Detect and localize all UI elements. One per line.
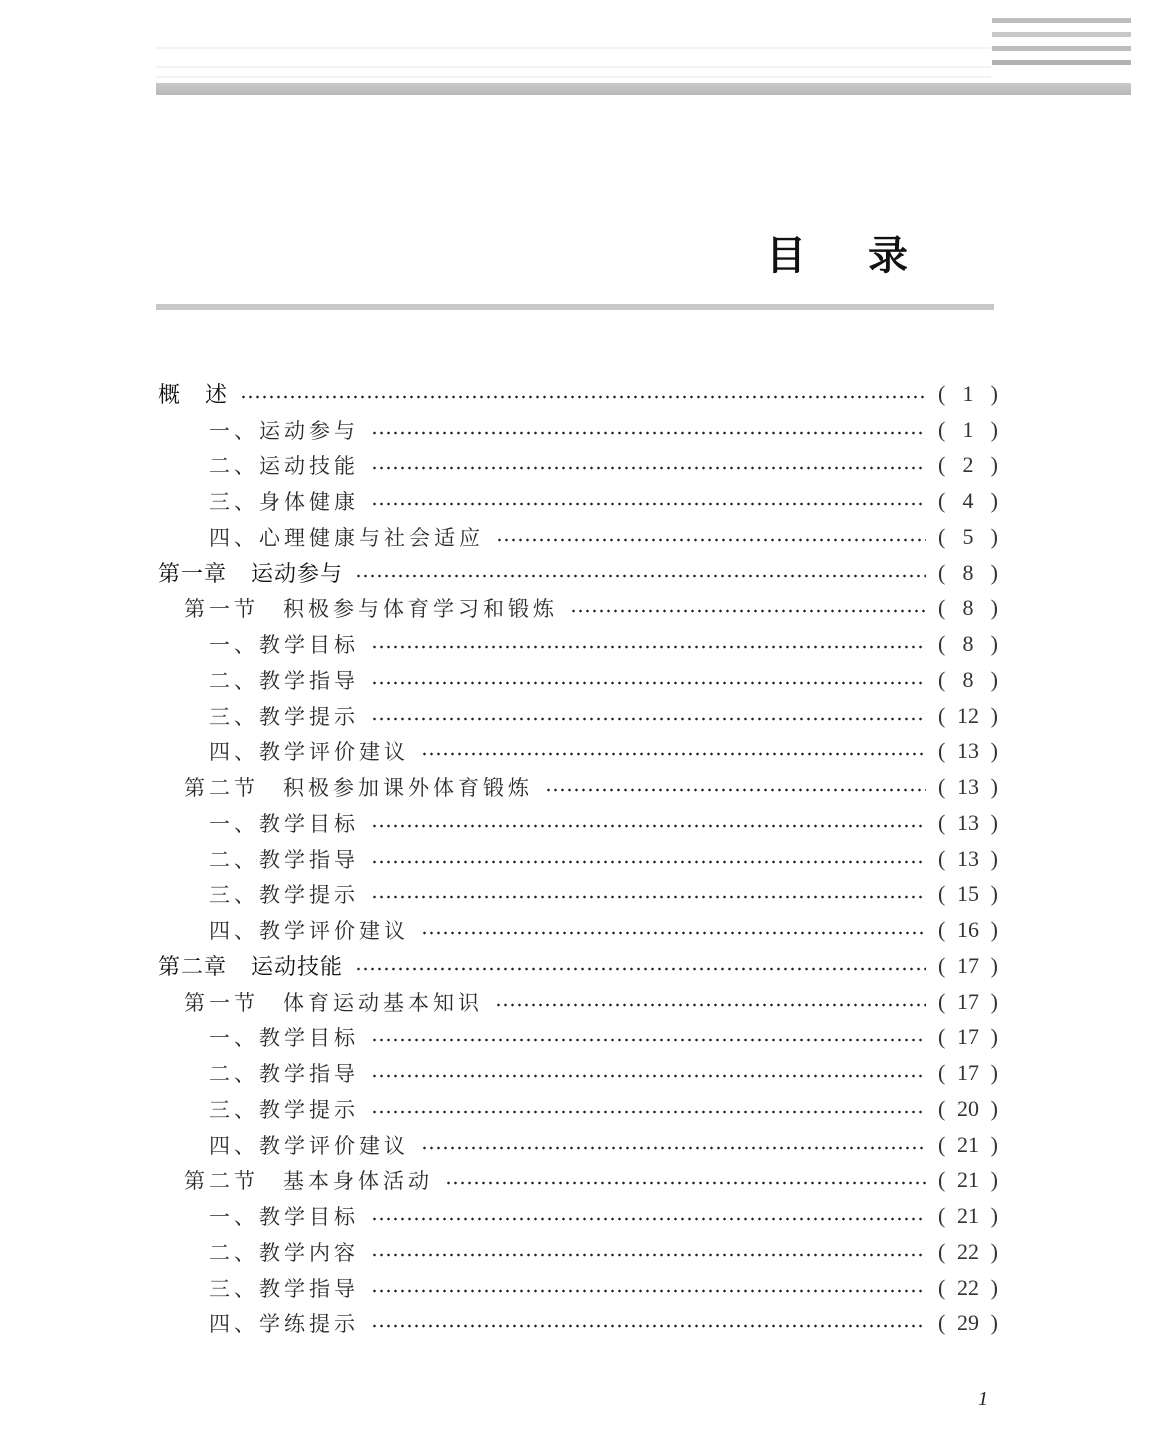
close-paren: ) xyxy=(990,523,998,549)
toc-page-ref[interactable] xyxy=(938,846,998,872)
open-paren: ( xyxy=(938,559,946,585)
dot-leader xyxy=(371,823,926,829)
toc-entry-label xyxy=(158,557,343,588)
dot-leader xyxy=(421,751,926,757)
toc-page-ref[interactable] xyxy=(938,631,998,657)
close-paren: ) xyxy=(990,1203,998,1229)
toc-page-number: 1 xyxy=(962,380,974,406)
toc-page-ref[interactable] xyxy=(938,667,998,693)
toc-page-ref[interactable] xyxy=(938,810,998,836)
close-paren: ) xyxy=(990,1060,998,1086)
dot-leader xyxy=(371,1288,926,1294)
toc-page-number: 13 xyxy=(957,738,979,764)
dot-leader xyxy=(240,394,926,400)
dot-leader xyxy=(371,1073,926,1079)
toc-entry-title: 教学指导 xyxy=(259,1062,359,1087)
header-faint-line xyxy=(156,47,991,49)
toc-chapter-entry[interactable] xyxy=(156,555,998,591)
toc-section-entry[interactable] xyxy=(156,769,998,805)
toc-page-number: 8 xyxy=(962,631,974,657)
header-stripes xyxy=(992,18,1131,74)
open-paren: ( xyxy=(938,523,946,549)
toc-entry-prefix: 一、 xyxy=(209,811,259,836)
dot-leader xyxy=(371,1252,926,1258)
toc-subsection-entry[interactable] xyxy=(156,698,998,734)
toc-page-ref[interactable] xyxy=(938,1132,998,1158)
close-paren: ) xyxy=(990,1167,998,1193)
title-char-2: 录 xyxy=(868,232,908,279)
close-paren: ) xyxy=(990,1024,998,1050)
toc-entry-title: 运动技能 xyxy=(259,454,359,479)
toc-page-ref[interactable] xyxy=(938,488,998,514)
toc-entry-title: 积极参与体育学习和锻炼 xyxy=(283,597,558,622)
toc-entry-prefix: 第二节 xyxy=(184,776,259,801)
title-rule xyxy=(156,304,994,310)
dot-leader xyxy=(371,1323,926,1329)
toc-subsection-entry[interactable] xyxy=(156,1055,998,1091)
toc-entry-title: 教学目标 xyxy=(259,1205,359,1230)
toc-page-number: 8 xyxy=(962,559,974,585)
close-paren: ) xyxy=(990,488,998,514)
toc-entry-prefix: 四、 xyxy=(209,919,259,944)
close-paren: ) xyxy=(990,1095,998,1121)
toc-entry-title: 教学提示 xyxy=(259,704,359,729)
toc-entry-label xyxy=(209,1058,359,1088)
open-paren: ( xyxy=(938,595,946,621)
toc-entry-title: 教学评价建议 xyxy=(259,919,409,944)
toc-entry-title: 身体健康 xyxy=(259,490,359,515)
open-paren: ( xyxy=(938,1274,946,1300)
toc-entry-label xyxy=(158,378,228,409)
toc-entry-label xyxy=(209,844,359,874)
open-paren: ( xyxy=(938,452,946,478)
toc-page-ref[interactable] xyxy=(938,1024,998,1050)
close-paren: ) xyxy=(990,809,998,835)
dot-leader xyxy=(545,787,926,793)
toc-entry-prefix: 四、 xyxy=(209,1312,259,1337)
dot-leader xyxy=(495,1002,926,1008)
close-paren: ) xyxy=(990,1274,998,1300)
toc-page-ref[interactable] xyxy=(938,738,998,764)
toc-entry-prefix: 四、 xyxy=(209,1133,259,1158)
open-paren: ( xyxy=(938,1024,946,1050)
toc-page-number: 22 xyxy=(957,1238,979,1264)
toc-subsection-entry[interactable] xyxy=(156,1198,998,1234)
toc-page-number: 8 xyxy=(962,666,974,692)
dot-leader xyxy=(570,608,926,614)
toc-entry-title: 教学提示 xyxy=(259,883,359,908)
toc-entry-prefix: 一、 xyxy=(209,1026,259,1051)
close-paren: ) xyxy=(990,1310,998,1336)
toc-entry-title: 运动技能 xyxy=(251,955,344,981)
dot-leader xyxy=(371,1109,926,1115)
dot-leader xyxy=(355,573,926,579)
open-paren: ( xyxy=(938,809,946,835)
toc-subsection-entry[interactable] xyxy=(156,1091,998,1127)
toc-page-number: 2 xyxy=(962,452,974,478)
toc-entry-prefix: 一、 xyxy=(209,1205,259,1230)
toc-page-number: 4 xyxy=(962,488,974,514)
toc-page-ref[interactable] xyxy=(938,452,998,478)
close-paren: ) xyxy=(990,380,998,406)
toc-entry-label xyxy=(209,486,359,516)
toc-entry-prefix: 概 xyxy=(158,383,182,409)
dot-leader xyxy=(371,859,926,865)
toc-chapter-entry[interactable] xyxy=(156,948,998,984)
close-paren: ) xyxy=(990,1238,998,1264)
toc-entry-prefix: 第一节 xyxy=(184,597,259,622)
toc-entry-label xyxy=(209,1094,359,1124)
page-title xyxy=(766,228,908,284)
toc-page-number: 17 xyxy=(957,1024,979,1050)
toc-entry-title: 教学目标 xyxy=(259,633,359,658)
toc-entry-label xyxy=(209,808,359,838)
close-paren: ) xyxy=(990,774,998,800)
toc-entry-title: 教学提示 xyxy=(259,1097,359,1122)
close-paren: ) xyxy=(990,631,998,657)
toc-entry-label xyxy=(209,736,409,766)
toc-entry-label xyxy=(209,415,359,445)
toc-page-number: 5 xyxy=(962,523,974,549)
toc-entry-label xyxy=(209,1273,359,1303)
dot-leader xyxy=(421,930,926,936)
toc-page-number: 17 xyxy=(957,1060,979,1086)
toc-entry-prefix: 三、 xyxy=(209,1276,259,1301)
open-paren: ( xyxy=(938,917,946,943)
toc-entry-title: 教学评价建议 xyxy=(259,1133,409,1158)
toc-page-number: 1 xyxy=(962,416,974,442)
dot-leader xyxy=(371,430,926,436)
toc-entry-label xyxy=(158,950,343,981)
close-paren: ) xyxy=(990,988,998,1014)
toc-page-ref[interactable] xyxy=(938,381,998,407)
dot-leader xyxy=(371,894,926,900)
open-paren: ( xyxy=(938,1095,946,1121)
toc-subsection-entry[interactable] xyxy=(156,483,998,519)
toc-page-number: 15 xyxy=(957,881,979,907)
dot-leader xyxy=(371,1216,926,1222)
toc-entry-label xyxy=(209,450,359,480)
close-paren: ) xyxy=(990,881,998,907)
open-paren: ( xyxy=(938,738,946,764)
dot-leader xyxy=(371,644,926,650)
toc-entry-title: 教学目标 xyxy=(259,1026,359,1051)
toc-entry-title: 教学目标 xyxy=(259,811,359,836)
toc-entry-label xyxy=(184,593,558,623)
dot-leader xyxy=(421,1145,926,1151)
toc-subsection-entry[interactable] xyxy=(156,448,998,484)
open-paren: ( xyxy=(938,1167,946,1193)
toc-entry-title: 述 xyxy=(205,383,229,409)
toc-page-number: 20 xyxy=(957,1095,979,1121)
page-number: 1 xyxy=(978,1388,988,1410)
toc-page-ref[interactable] xyxy=(938,917,998,943)
toc-entry-label xyxy=(184,987,483,1017)
toc-page-ref[interactable] xyxy=(938,1310,998,1336)
toc-entry-prefix: 第二章 xyxy=(158,955,228,981)
toc-page-ref[interactable] xyxy=(938,881,998,907)
toc-page-ref[interactable] xyxy=(938,417,998,443)
dot-leader xyxy=(371,1037,926,1043)
toc-subsection-entry[interactable] xyxy=(156,1234,998,1270)
toc-subsection-entry[interactable] xyxy=(156,877,998,913)
toc-page-number: 17 xyxy=(957,952,979,978)
header-faint-line xyxy=(156,66,991,68)
toc-entry-label xyxy=(209,879,359,909)
open-paren: ( xyxy=(938,702,946,728)
close-paren: ) xyxy=(990,845,998,871)
toc-entry-title: 基本身体活动 xyxy=(283,1169,433,1194)
toc-entry-prefix: 第一章 xyxy=(158,562,228,588)
toc-subsection-entry[interactable] xyxy=(156,1127,998,1163)
close-paren: ) xyxy=(990,416,998,442)
toc-page-number: 17 xyxy=(957,988,979,1014)
toc-entry-prefix: 二、 xyxy=(209,847,259,872)
dot-leader xyxy=(371,680,926,686)
open-paren: ( xyxy=(938,488,946,514)
toc-entry-prefix: 三、 xyxy=(209,1097,259,1122)
toc-subsection-entry[interactable] xyxy=(156,519,998,555)
header-faint-line xyxy=(156,76,991,78)
toc-subsection-entry[interactable] xyxy=(156,1270,998,1306)
toc-page-number: 21 xyxy=(957,1131,979,1157)
toc-entry-label xyxy=(184,1165,433,1195)
dot-leader xyxy=(371,465,926,471)
toc-section-entry[interactable] xyxy=(156,984,998,1020)
close-paren: ) xyxy=(990,738,998,764)
open-paren: ( xyxy=(938,1310,946,1336)
toc-entry-label xyxy=(209,701,359,731)
toc-page-number: 8 xyxy=(962,595,974,621)
close-paren: ) xyxy=(990,559,998,585)
dot-leader xyxy=(371,501,926,507)
toc-page-ref[interactable] xyxy=(938,595,998,621)
open-paren: ( xyxy=(938,1238,946,1264)
toc-entry-prefix: 一、 xyxy=(209,418,259,443)
toc-page-ref[interactable] xyxy=(938,1060,998,1086)
toc-subsection-entry[interactable] xyxy=(156,1020,998,1056)
open-paren: ( xyxy=(938,881,946,907)
toc-entry-title: 教学指导 xyxy=(259,847,359,872)
close-paren: ) xyxy=(990,952,998,978)
toc-entry-prefix: 第二节 xyxy=(184,1169,259,1194)
toc-entry-title: 教学指导 xyxy=(259,668,359,693)
toc-entry-label xyxy=(209,1022,359,1052)
toc-subsection-entry[interactable] xyxy=(156,1306,998,1342)
open-paren: ( xyxy=(938,1203,946,1229)
toc-page-number: 13 xyxy=(957,845,979,871)
toc-entry-title: 教学指导 xyxy=(259,1276,359,1301)
toc-entry-prefix: 四、 xyxy=(209,525,259,550)
toc-page-number: 21 xyxy=(957,1203,979,1229)
dot-leader xyxy=(355,966,926,972)
toc-page-ref[interactable] xyxy=(938,1096,998,1122)
toc-page-number: 22 xyxy=(957,1274,979,1300)
toc-section-entry[interactable] xyxy=(156,591,998,627)
toc-subsection-entry[interactable] xyxy=(156,412,998,448)
dot-leader xyxy=(371,716,926,722)
header-rule xyxy=(156,83,1131,95)
open-paren: ( xyxy=(938,1131,946,1157)
open-paren: ( xyxy=(938,845,946,871)
dot-leader xyxy=(496,537,926,543)
open-paren: ( xyxy=(938,774,946,800)
toc-entry-title: 体育运动基本知识 xyxy=(283,990,483,1015)
toc-entry-label xyxy=(209,665,359,695)
toc-page-ref[interactable] xyxy=(938,1275,998,1301)
toc-page-number: 12 xyxy=(957,702,979,728)
toc-subsection-entry[interactable] xyxy=(156,841,998,877)
open-paren: ( xyxy=(938,988,946,1014)
toc-page-number: 21 xyxy=(957,1167,979,1193)
toc-page-ref[interactable] xyxy=(938,524,998,550)
toc-entry-label xyxy=(209,1201,359,1231)
toc-entry-prefix: 三、 xyxy=(209,704,259,729)
toc-entry-prefix: 二、 xyxy=(209,1062,259,1087)
toc-entry-label xyxy=(209,1308,359,1338)
toc-subsection-entry[interactable] xyxy=(156,734,998,770)
toc-page-ref[interactable] xyxy=(938,953,998,979)
toc-entry-label xyxy=(209,629,359,659)
close-paren: ) xyxy=(990,917,998,943)
toc-entry-title: 学练提示 xyxy=(259,1312,359,1337)
toc-page-number: 16 xyxy=(957,917,979,943)
toc-subsection-entry[interactable] xyxy=(156,912,998,948)
open-paren: ( xyxy=(938,631,946,657)
toc-entry-label xyxy=(209,915,409,945)
toc-page-number: 13 xyxy=(957,774,979,800)
toc-entry-prefix: 第一节 xyxy=(184,990,259,1015)
toc-entry-label xyxy=(209,522,484,552)
toc-subsection-entry[interactable] xyxy=(156,805,998,841)
toc-page-ref[interactable] xyxy=(938,774,998,800)
toc-section-entry[interactable] xyxy=(156,1163,998,1199)
close-paren: ) xyxy=(990,666,998,692)
table-of-contents xyxy=(156,376,998,1341)
open-paren: ( xyxy=(938,380,946,406)
toc-page-ref[interactable] xyxy=(938,1167,998,1193)
dot-leader xyxy=(445,1180,926,1186)
toc-entry-prefix: 一、 xyxy=(209,633,259,658)
close-paren: ) xyxy=(990,452,998,478)
toc-entry-title: 运动参与 xyxy=(251,562,344,588)
toc-entry-prefix: 二、 xyxy=(209,1240,259,1265)
close-paren: ) xyxy=(990,702,998,728)
toc-entry-title: 心理健康与社会适应 xyxy=(259,525,484,550)
close-paren: ) xyxy=(990,1131,998,1157)
toc-entry-label xyxy=(209,1130,409,1160)
open-paren: ( xyxy=(938,416,946,442)
toc-entry-prefix: 四、 xyxy=(209,740,259,765)
toc-subsection-entry[interactable] xyxy=(156,626,998,662)
toc-page-ref[interactable] xyxy=(938,989,998,1015)
toc-page-number: 13 xyxy=(957,809,979,835)
toc-entry-title: 教学评价建议 xyxy=(259,740,409,765)
toc-entry-label xyxy=(184,772,533,802)
toc-entry-prefix: 二、 xyxy=(209,454,259,479)
toc-entry-title: 积极参加课外体育锻炼 xyxy=(283,776,533,801)
toc-subsection-entry[interactable] xyxy=(156,662,998,698)
toc-entry-prefix: 三、 xyxy=(209,883,259,908)
toc-page-number: 29 xyxy=(957,1310,979,1336)
open-paren: ( xyxy=(938,952,946,978)
toc-entry-label xyxy=(209,1237,359,1267)
open-paren: ( xyxy=(938,666,946,692)
toc-entry-prefix: 三、 xyxy=(209,490,259,515)
toc-chapter-entry[interactable] xyxy=(156,376,998,412)
title-char-1: 目 xyxy=(766,232,806,279)
toc-page-ref[interactable] xyxy=(938,1239,998,1265)
toc-page-ref[interactable] xyxy=(938,1203,998,1229)
open-paren: ( xyxy=(938,1060,946,1086)
toc-page-ref[interactable] xyxy=(938,560,998,586)
toc-page-ref[interactable] xyxy=(938,703,998,729)
toc-entry-title: 教学内容 xyxy=(259,1240,359,1265)
close-paren: ) xyxy=(990,595,998,621)
toc-entry-prefix: 二、 xyxy=(209,668,259,693)
toc-entry-title: 运动参与 xyxy=(259,418,359,443)
